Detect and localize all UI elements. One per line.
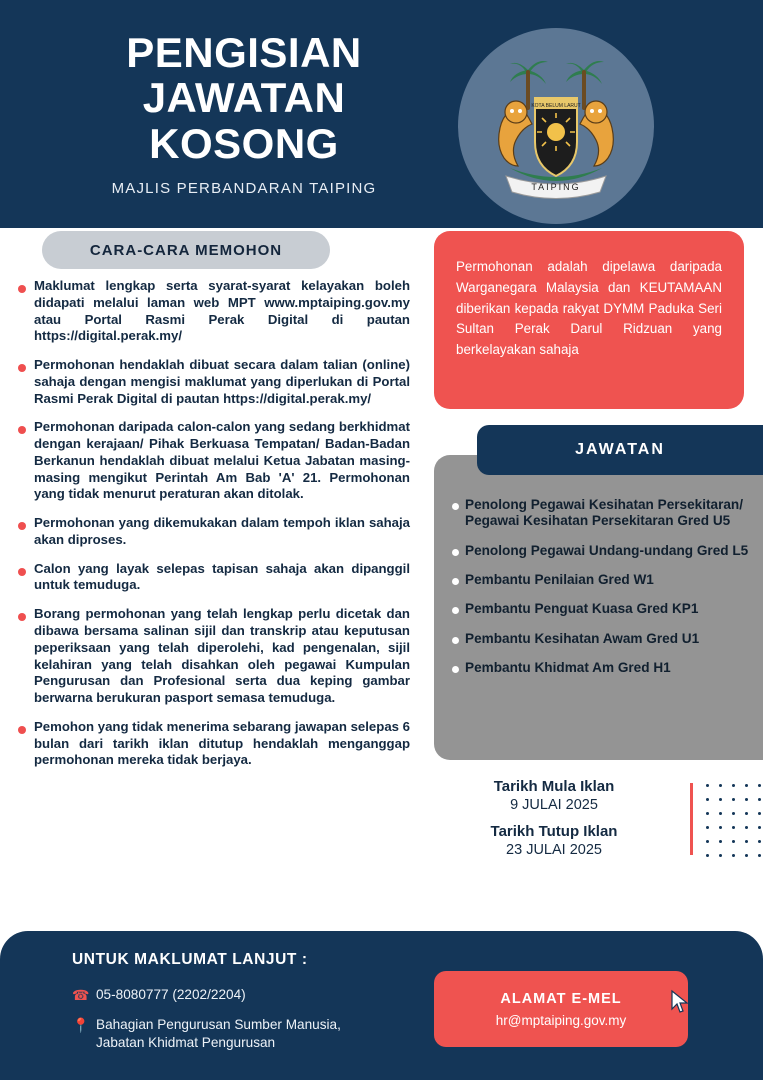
bullet-dot-icon — [18, 568, 34, 595]
list-item — [18, 561, 410, 595]
email-card[interactable] — [434, 971, 688, 1047]
bullet-dot-icon — [452, 666, 465, 676]
title-line-3: KOSONG — [149, 119, 339, 167]
list-item — [452, 497, 749, 530]
header-banner — [0, 0, 763, 228]
bullet-dot-icon — [18, 522, 34, 549]
list-item-text: Pembantu Penguat Kuasa Gred KP1 — [465, 601, 699, 617]
list-item-text: Permohonan hendaklah dibuat secara dalam talian (online) sahaja dengan mengisi maklumat yang diperlukan di Portal Rasmi Perak Digital di pautan https://digital.perak.my/ — [34, 357, 410, 406]
list-item-text: Maklumat lengkap serta syarat-syarat kelayakan boleh didapati melalui laman web MPT www.mptaiping.gov.my atau Portal Rasmi Perak Digital di pautan https://digital.perak.my/ — [34, 278, 410, 344]
bullet-dot-icon — [452, 637, 465, 647]
list-item — [18, 278, 410, 345]
email-card-label: ALAMAT E-MEL — [500, 990, 622, 1007]
list-item — [452, 572, 749, 588]
start-date-value: 9 JULAI 2025 — [510, 797, 598, 813]
decorative-dot-grid — [706, 784, 762, 856]
eligibility-notice-card — [434, 231, 744, 409]
bullet-dot-icon — [18, 726, 34, 769]
bullet-dot-icon — [18, 285, 34, 345]
list-item-text: Pembantu Kesihatan Awam Gred U1 — [465, 630, 700, 646]
location-pin-icon: 📍 — [72, 1017, 90, 1033]
list-item-text: Pembantu Khidmat Am Gred H1 — [465, 659, 671, 675]
eligibility-notice-text: Permohonan adalah dipelawa daripada Warganegara Malaysia dan KEUTAMAAN diberikan kepada rakyat DYMM Paduka Seri Sultan Perak Darul Ridzuan yang berkelayakan sahaja — [456, 259, 722, 358]
contact-phone-text: 05-8080777 (2202/2204) — [96, 987, 246, 1002]
footer-bar — [0, 931, 763, 1080]
list-item — [452, 660, 749, 676]
address-line-1: Bahagian Pengurusan Sumber Manusia, — [96, 1017, 341, 1032]
list-item — [18, 719, 410, 769]
list-item-text: Pembantu Penilaian Gred W1 — [465, 571, 654, 587]
list-item-text: Calon yang layak selepas tapisan sahaja akan dipanggil untuk temuduga. — [34, 560, 410, 593]
advertisement-dates — [434, 778, 674, 868]
jawatan-list-card — [434, 455, 763, 760]
end-date-value: 23 JULAI 2025 — [506, 842, 602, 858]
list-item — [452, 543, 749, 559]
phone-icon: ☎ — [72, 987, 90, 1003]
list-item-text: Borang permohonan yang telah lengkap perlu dicetak dan dibawa bersama salinan sijil dan transkrip atau keputusan peperiksaan yang telah diperolehi, kad pengenalan, sijil kelahiran yang telah disahkan oleh pegawai Kumpulan Pengurusan dan Profesional serta dua keping gambar berwarna berukuran pasport semasa temuduga. — [34, 606, 410, 706]
bullet-dot-icon — [452, 503, 465, 530]
title-line-1: PENGISIAN — [126, 29, 362, 76]
crest-emblem-icon — [458, 28, 654, 224]
list-item — [452, 601, 749, 617]
contact-address-text — [96, 1016, 341, 1053]
bullet-dot-icon — [18, 613, 34, 707]
list-item — [18, 357, 410, 407]
title-line-2: JAWATAN — [142, 74, 346, 122]
bullet-dot-icon — [18, 426, 34, 503]
list-item-text: Penolong Pegawai Undang-undang Gred L5 — [465, 542, 749, 558]
header-subtitle: MAJLIS PERBANDARAN TAIPING — [111, 180, 377, 197]
list-item — [452, 631, 749, 647]
application-steps-list — [18, 278, 410, 781]
list-item-text: Permohonan daripada calon-calon yang sedang berkhidmat dengan kerajaan/ Pihak Berkuasa Tempatan/ Badan-Badan Berkanun hendaklah dibuat melalui Ketua Jabatan masing-masing mengikut Perintah Am Bab 'A' 21. Permohonan yang tidak menurut peraturan akan ditolak. — [34, 419, 410, 502]
bullet-dot-icon — [452, 549, 465, 559]
date-divider — [690, 783, 693, 855]
address-line-2: Jabatan Khidmat Pengurusan — [96, 1035, 276, 1051]
footer-title: UNTUK MAKLUMAT LANJUT : — [72, 951, 308, 968]
cursor-arrow-icon — [669, 989, 691, 1015]
start-date-label: Tarikh Mula Iklan — [493, 778, 615, 795]
svg-text:KOTA BELUM LARUT: KOTA BELUM LARUT — [531, 103, 581, 109]
page-title — [44, 30, 444, 166]
jawatan-heading: JAWATAN — [477, 425, 763, 475]
contact-address-row — [72, 1016, 341, 1053]
list-item — [18, 606, 410, 707]
list-item — [18, 515, 410, 549]
bullet-dot-icon — [18, 364, 34, 407]
list-item — [18, 419, 410, 503]
bullet-dot-icon — [452, 578, 465, 588]
bullet-dot-icon — [452, 607, 465, 617]
cara-cara-memohon-heading: CARA-CARA MEMOHON — [42, 231, 330, 269]
list-item-text: Penolong Pegawai Kesihatan Persekitaran/ Pegawai Kesihatan Persekitaran Gred U5 — [465, 497, 744, 529]
contact-phone-row — [72, 986, 246, 1005]
crest-motto-text: TAIPING — [531, 182, 581, 192]
list-item-text: Permohonan yang dikemukakan dalam tempoh iklan sahaja akan diproses. — [34, 515, 410, 547]
list-item-text: Pemohon yang tidak menerima sebarang jawapan selepas 6 bulan dari tarikh iklan ditutup hendaklah menganggap permohonan mereka tidak berjaya. — [34, 718, 410, 768]
email-card-value[interactable]: hr@mptaiping.gov.my — [495, 1012, 627, 1028]
end-date-label: Tarikh Tutup Iklan — [490, 823, 618, 840]
crest-circle-background — [458, 28, 654, 224]
